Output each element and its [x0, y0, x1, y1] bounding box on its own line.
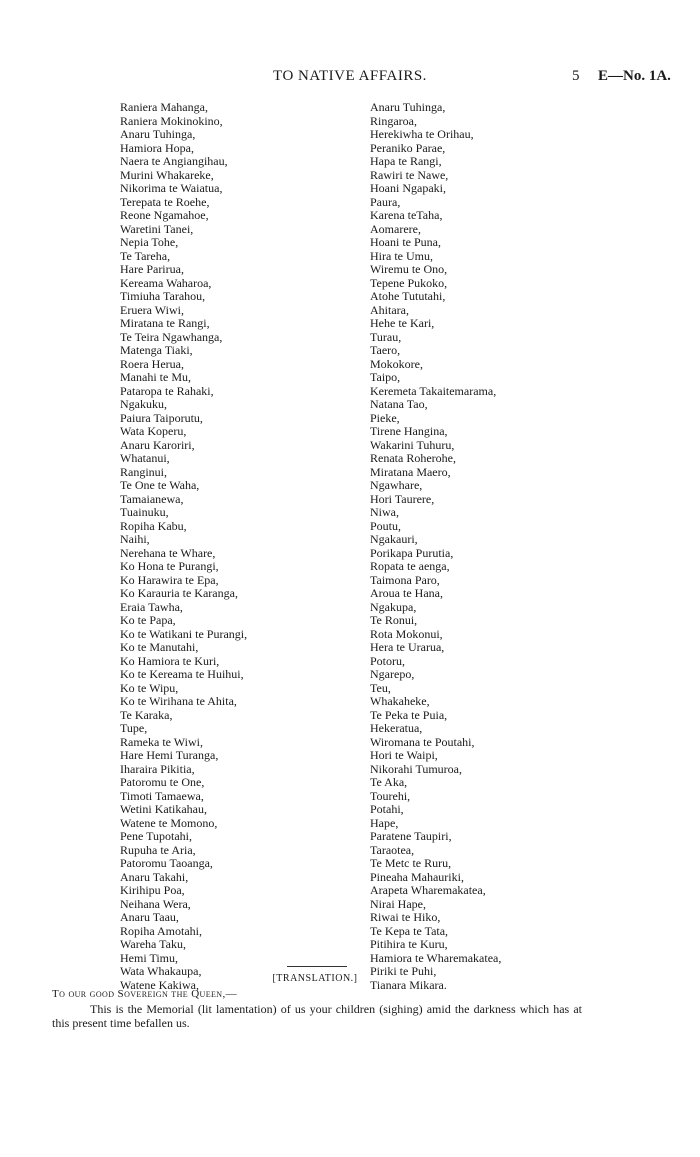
- signatory-name: Kereama Waharoa,: [120, 275, 212, 290]
- signatory-name: Anaru Takahi,: [120, 869, 189, 884]
- signatory-name: Hira te Umu,: [370, 248, 433, 263]
- signatory-name: Hoani te Puna,: [370, 235, 441, 249]
- signatory-name: Hoani Ngapaki,: [370, 181, 446, 195]
- signatory-name: Pataropa te Rahaki,: [120, 383, 214, 398]
- signatory-name: Wareha Taku,: [120, 937, 186, 951]
- signatory-name: Tirene Hangina,: [370, 424, 448, 438]
- signatory-name: Te Karaka,: [120, 707, 173, 722]
- signatory-name: Miratana te Rangi,: [120, 316, 210, 330]
- signatory-name: Mokokore,: [370, 356, 423, 371]
- signatory-name: Roera Herua,: [120, 356, 184, 371]
- signatory-name: Pitihira te Kuru,: [370, 937, 448, 951]
- signatory-name: Pene Tupotahi,: [120, 829, 193, 843]
- signatory-name: Tepene Pukoko,: [370, 275, 448, 290]
- signatory-name: Nikorima te Waiatua,: [120, 181, 223, 195]
- signatory-name: Natana Tao,: [370, 397, 428, 411]
- signatory-name: Rota Mokonui,: [370, 626, 443, 641]
- signatory-name: Wetini Katikahau,: [120, 802, 208, 816]
- signatory-name: Ko te Kereama te Huihui,: [120, 667, 244, 681]
- signatory-name: Poutu,: [370, 518, 402, 533]
- signatory-name: Niwa,: [370, 505, 399, 519]
- signatory-name: Whatanui,: [120, 451, 170, 465]
- signatory-name: Te Teira Ngawhanga,: [120, 329, 223, 344]
- signatory-name: Hare Parirua,: [120, 262, 184, 276]
- signatory-name: Ko Hamiora te Kuri,: [120, 653, 220, 668]
- signatory-name: Ko te Manutahi,: [120, 640, 199, 654]
- signatory-name: Tianara Mikara.: [370, 977, 447, 992]
- signatory-name: Whakaheke,: [370, 694, 430, 708]
- signatory-name: Atohe Tututahi,: [370, 289, 446, 303]
- signatory-name: Hape,: [370, 815, 399, 830]
- signatory-name: Ko Harawira te Epa,: [120, 572, 219, 587]
- signatory-name: Terepata te Roehe,: [120, 194, 210, 209]
- signatory-name: Paiura Taiporutu,: [120, 410, 203, 425]
- signatory-name: Ngakauri,: [370, 532, 418, 546]
- salutation: To our good Sovereign the Queen,—: [52, 988, 238, 1000]
- signatory-name: Reone Ngamahoe,: [120, 208, 209, 222]
- signatory-name: Anaru Karoriri,: [120, 437, 195, 452]
- signatory-name: Watene te Momono,: [120, 815, 218, 830]
- signatory-name: Nirai Hape,: [370, 896, 426, 911]
- signatory-name: Pieke,: [370, 410, 400, 425]
- signatory-name: Taimona Paro,: [370, 572, 440, 587]
- signatory-name: Keremeta Takaitemarama,: [370, 383, 497, 398]
- signatory-name: Matenga Tiaki,: [120, 343, 193, 357]
- signatory-name: Porikapa Purutia,: [370, 545, 454, 560]
- signatory-name: Hori Taurere,: [370, 491, 435, 506]
- signatory-name: Hapa te Rangi,: [370, 154, 442, 168]
- signatory-name: Ropiha Amotahi,: [120, 923, 202, 938]
- signatory-name: Ringaroa,: [370, 113, 417, 128]
- signatory-name: Te Kepa te Tata,: [370, 923, 449, 938]
- signatory-name: Hori te Waipi,: [370, 748, 438, 762]
- translation-heading: [TRANSLATION.]: [272, 973, 358, 984]
- signatory-name: Hamiora te Wharemakatea,: [370, 950, 502, 965]
- signatory-name: Ahitara,: [370, 302, 409, 317]
- running-header-title: TO NATIVE AFFAIRS.: [273, 68, 427, 84]
- signatory-name: Hera te Urarua,: [370, 640, 445, 654]
- signatory-name: Potahi,: [370, 802, 404, 816]
- signatory-name: Tuainuku,: [120, 505, 169, 519]
- signatory-name: Waretini Tanei,: [120, 221, 194, 236]
- signatory-name: Nikorahi Tumuroa,: [370, 761, 463, 776]
- signatory-name: Ko te Wipu,: [120, 680, 179, 695]
- signatory-name: Ko te Wirihana te Ahita,: [120, 694, 237, 708]
- signatory-name: Naera te Angiangihau,: [120, 154, 228, 168]
- signatories-left-column: [120, 101, 247, 992]
- signatory-name: Raniera Mahanga,: [120, 100, 208, 114]
- signatory-name: Hekeratua,: [370, 721, 423, 735]
- signatory-name: Ko Karauria te Karanga,: [120, 586, 238, 600]
- signatory-name: Wakarini Tuhuru,: [370, 437, 455, 452]
- signatory-name: Wiremu te Ono,: [370, 262, 448, 276]
- signatory-name: Aroua te Hana,: [370, 586, 443, 600]
- signatory-name: Iharaira Pikitia,: [120, 761, 195, 776]
- signatory-name: Manahi te Mu,: [120, 370, 191, 384]
- signatory-name: Hamiora Hopa,: [120, 140, 194, 155]
- signatory-name: Murini Whakareke,: [120, 167, 214, 182]
- signatory-name: Wata Whakaupa,: [120, 964, 202, 978]
- signatory-name: Te One te Waha,: [120, 478, 200, 492]
- signatory-name: Te Tareha,: [120, 248, 171, 263]
- signatory-name: Kirihipu Poa,: [120, 883, 185, 897]
- signatory-name: Ropiha Kabu,: [120, 518, 187, 533]
- signatory-name: Te Peka te Puia,: [370, 707, 448, 722]
- signatories-right-column: [370, 101, 501, 992]
- signatory-name: Rameka te Wiwi,: [120, 734, 203, 749]
- signatory-name: Patoromu te One,: [120, 775, 205, 789]
- signatory-name: Ranginui,: [120, 464, 167, 479]
- signatory-name: Timiuha Tarahou,: [120, 289, 206, 303]
- document-reference: E—No. 1A.: [598, 68, 671, 84]
- signatory-name: Wiromana te Poutahi,: [370, 734, 475, 749]
- signatory-name: Aomarere,: [370, 221, 421, 236]
- signatory-name: Arapeta Wharemakatea,: [370, 883, 486, 897]
- signatory-name: Taipo,: [370, 370, 401, 384]
- signatory-name: Ko te Watikani te Purangi,: [120, 626, 248, 641]
- signatory-name: Ngawhare,: [370, 478, 423, 492]
- signatory-name: Timoti Tamaewa,: [120, 788, 204, 803]
- signatory-name: Anaru Taau,: [120, 910, 179, 924]
- signatory-name: Karena teTaha,: [370, 208, 443, 222]
- signatory-name: Ko te Papa,: [120, 613, 176, 627]
- signatory-name: Herekiwha te Orihau,: [370, 127, 474, 141]
- signatory-name: Paura,: [370, 194, 401, 209]
- signatory-name: Piriki te Puhi,: [370, 964, 437, 978]
- signatory-name: Hare Hemi Turanga,: [120, 748, 219, 762]
- signatory-name: Pineaha Mahauriki,: [370, 869, 464, 884]
- signatory-name: Anaru Tuhinga,: [120, 127, 196, 141]
- signatory-name: Tamaianewa,: [120, 491, 184, 506]
- signatory-name: Raniera Mokinokino,: [120, 113, 223, 128]
- signatory-name: Te Metc te Ruru,: [370, 856, 452, 870]
- signatory-name: Te Aka,: [370, 775, 408, 789]
- signatory-name: Ropata te aenga,: [370, 559, 450, 573]
- signatory-name: Taero,: [370, 343, 401, 357]
- signatory-name: Hehe te Kari,: [370, 316, 435, 330]
- signatory-name: Eruera Wiwi,: [120, 302, 184, 317]
- section-divider: [287, 966, 347, 967]
- signatory-name: Teu,: [370, 680, 391, 695]
- signatory-name: Tupe,: [120, 721, 148, 735]
- signatory-name: Tourehi,: [370, 788, 411, 803]
- signatory-name: Taraotea,: [370, 842, 415, 857]
- signatory-name: Nerehana te Whare,: [120, 545, 216, 560]
- signatory-name: Peraniko Parae,: [370, 140, 446, 155]
- signatory-name: Riwai te Hiko,: [370, 910, 441, 924]
- signatory-name: Te Ronui,: [370, 613, 418, 627]
- signatory-name: Rawiri te Nawe,: [370, 167, 449, 182]
- signatory-name: Neihana Wera,: [120, 896, 191, 911]
- signatory-name: Ko Hona te Purangi,: [120, 559, 219, 573]
- signatory-name: Ngakuku,: [120, 397, 167, 411]
- signatory-name: Anaru Tuhinga,: [370, 100, 446, 114]
- signatory-name: Nepia Tohe,: [120, 235, 179, 249]
- signatory-name: Eraia Tawha,: [120, 599, 183, 614]
- signatory-name: Rupuha te Aria,: [120, 842, 196, 857]
- memorial-paragraph: This is the Memorial (lit lamentation) of us your children (sighing) amid the darkness which has at this present time befallen us.: [52, 1002, 582, 1030]
- signatory-name: Potoru,: [370, 653, 406, 668]
- signatory-name: Hemi Timu,: [120, 950, 179, 965]
- signatory-name: Naihi,: [120, 532, 150, 546]
- signatory-name: Ngarepo,: [370, 667, 415, 681]
- signatory-name: Miratana Maero,: [370, 464, 451, 479]
- signatory-name: Wata Koperu,: [120, 424, 187, 438]
- signatory-name: Renata Roherohe,: [370, 451, 456, 465]
- signatory-name: Paratene Taupiri,: [370, 829, 452, 843]
- signatory-name: Patoromu Taoanga,: [120, 856, 213, 870]
- signatory-name: Ngakupa,: [370, 599, 417, 614]
- signatory-name: Turau,: [370, 329, 402, 344]
- page-number: 5: [572, 68, 580, 84]
- signatory-name: Watene Kakiwa,: [120, 977, 199, 992]
